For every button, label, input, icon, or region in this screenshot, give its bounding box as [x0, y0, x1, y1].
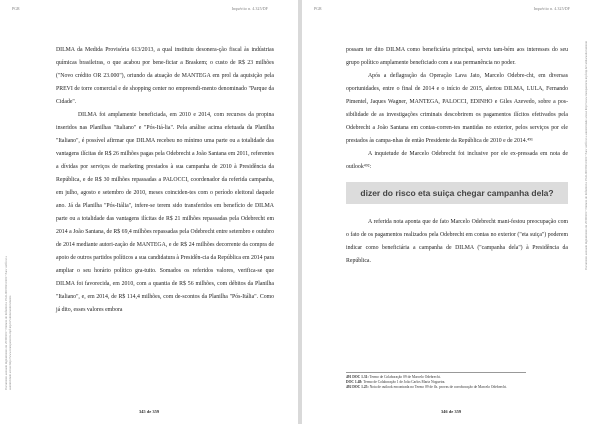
footnote [346, 385, 526, 390]
outlook-note-image [346, 182, 568, 204]
footnote-text: Termo de Colaboração 1 de João Carlos Mariz Nogueira. [363, 380, 446, 385]
footnote-ref: 491 DOC 1.31: [346, 375, 369, 379]
right-body-text [346, 44, 568, 268]
page-header [0, 7, 298, 17]
paragraph: possam ter dito DILMA como beneficiária principal, serviu tam-bém aos interesses do seu grupo político amplamente beneficiado com a sua permanência no poder. [346, 47, 568, 66]
paragraph: Após a deflagração da Operação Lava Jato, Marcelo Odebre-cht, em diversas oportunidades, entre o final de 2014 e o início de 2015, alertou DILMA, LULA, Fernando Pimentel, Jaques Wagner, MANTEGA, PALOCCI, EDINHO e Giles Azevedo, sobre a pos-sibilidade de as investigações criminais descobrirem os pagamentos ilícitos efetivados pela Odebrecht a João Santana em contas-corren-tes mantidas no exterior, pelos serviços por ele prestados às campa-nhas de então Presidente da República de 2010 e de 2014.⁴⁹¹ [346, 73, 568, 144]
header-left: PGR [314, 7, 322, 11]
paragraph: DILMA foi amplamente beneficiada, em 2010 e 2014, com recursos da propina inseridos nas Planilhas "Italiano" e "Pós-Itá-lia". Pela análise acima efetuada da Planilha "Italiano", é possível afirmar que DILMA recebeu no mínimo uma parte ou a totalidade das vantagens ilícitas de R$ 26 milhões pagas pela Odebrecht a João Santana em 2011, referentes a dívidas por serviços de marketing prestados à sua campanha de 2010 à Presidência da República, e de R$ 30 milhões repassadas a PALOCCI, coordenador da referida campanha, em julho, agosto e setembro de 2010, meses coinciden-tes com o período eleitoral daquele ano. Já da Planilha "Pós-Itália", infere-se terem sido transferidos em benefício de DILMA parte ou a totalidade das vantagens ilícitas de R$ 21 milhões repassadas pela Odebrecht em 2014 a João Santana, de R$ 69,4 milhões repassadas pela Odebrecht entre setembro e outubro de 2014 mediante autori-zação de MANTEGA, e de R$ 24 milhões decorrente da compra de apoio de outros partidos políticos a sua candidatura à Presidên-cia da República em 2014 para ampliar o seu horário político gra-tuito. Somados os referidos valores, verifica-se que DILMA foi favorecida, em 2010, com a quantia de R$ 56 milhões, com débitos da Planilha "Italiano", e, em 2014, de R$ 114,4 milhões, com de-scontos da Planilha "Pós-Itália". Como já dito, esses valores embora [56, 112, 274, 313]
footnotes [346, 372, 526, 391]
footnote-ref: 492 DOC 1.25: [346, 385, 369, 390]
footnote-ref: DOC 1.48: [346, 380, 363, 385]
side-authentication-note: Documento assinado digitalmente em 29/08/2017 Número de Referência: PGR-00199431/2017 Para verificar a autenticidade acesse http://www.transparencia.mpf.mp.br/validacaodocumento [584, 40, 588, 270]
header-right: Inquérito n. 4.325/DF [533, 7, 570, 11]
paragraph: A referida nota aponta que de fato Marcelo Odebrecht mani-festou preocupação com o fato de os pagamentos realizados pela Odebrecht em contas no exterior ("eta suiça") poderem indicar como beneficiária a campanha de DILMA ("campanha dela") à Presidência da República. [346, 219, 568, 264]
left-body-text [56, 44, 274, 317]
paragraph: DILMA da Medida Provisória 613/2013, a qual instituiu desonera-ção fiscal às indústrias químicas brasileiras, o que acabou por bene-ficiar a Braskem; o custo de R$ 23 milhões ("Novo crédito OR 23.000"), oriundo da atuação de MANTEGA em prol da aquisição pela PREVI de torre comercial e de shopping center no empreendi-mento denominado "Parque da Cidade". [56, 47, 274, 105]
side-authentication-note: Documento assinado digitalmente em 29/08/2017 Número de Referência: PGR-00199431/2017 Para verificar a autenticidade acesse http://www.transparencia.mpf.mp.br/validacaodocumento [4, 256, 12, 390]
header-right: Inquérito n. 4.325/DF [231, 7, 268, 11]
outlook-note-text: dizer do risco eta suiça chegar campanha dela? [360, 187, 554, 198]
footnote-text: Termo de Colaboração 09 de Marcelo Odebrecht. [369, 375, 441, 379]
paragraph: A inquietude de Marcelo Odebrecht foi inclusive por ele ex-pressada em nota de outlook⁴⁹²: [346, 151, 568, 170]
page-number: 345 de 359 [138, 409, 160, 414]
header-left: PGR [12, 7, 20, 11]
footnote-text: Nota de outlook encontrada no Termo 09 de fls. provas de corroboração de Marcelo Odebrecht. [369, 385, 507, 390]
page-number: 346 de 359 [440, 409, 462, 414]
page-header [302, 7, 600, 17]
left-page [0, 0, 298, 424]
right-page [302, 0, 600, 424]
